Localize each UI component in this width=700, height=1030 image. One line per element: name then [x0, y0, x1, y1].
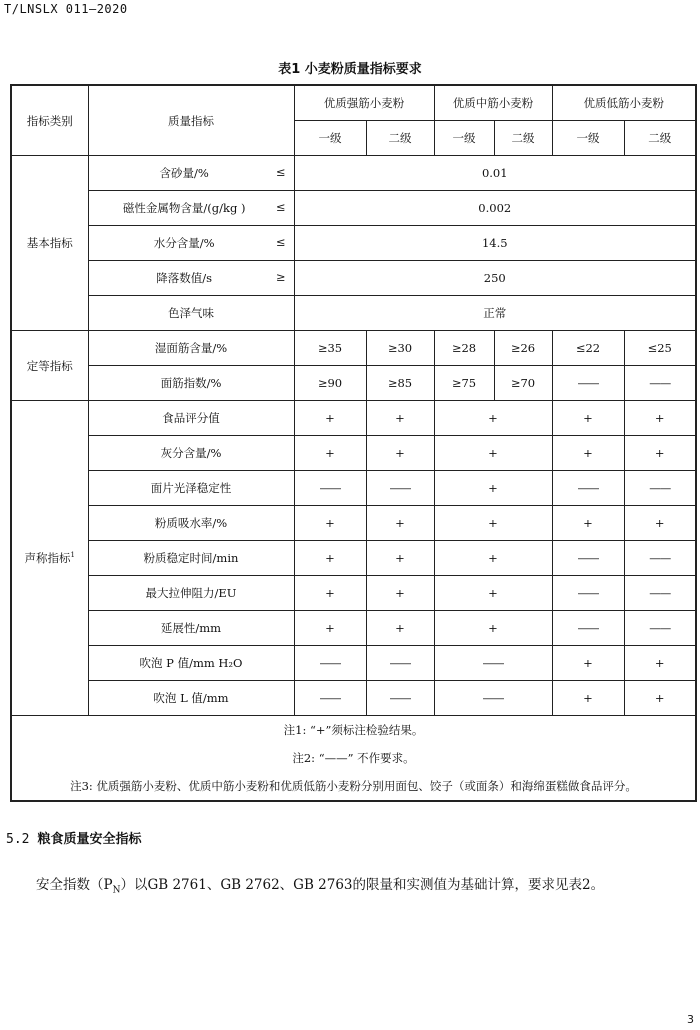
indicator-label: 含砂量/% — [159, 166, 209, 180]
indicator-label: 食品评分值 — [88, 401, 294, 436]
value-strong-2: —— — [366, 646, 434, 681]
indicator-label: 降落数值/s — [156, 271, 213, 285]
value-strong-2: + — [366, 541, 434, 576]
page-number: 3 — [687, 1013, 694, 1026]
quality-spec-table — [10, 84, 697, 802]
header-grade1: 一级 — [294, 121, 366, 156]
paragraph-text: 安全指数（P — [36, 877, 113, 893]
value-weak-2: ≤25 — [624, 331, 696, 366]
value-strong-2: ≥85 — [366, 366, 434, 401]
value-strong-2: + — [366, 436, 434, 471]
table-row — [11, 156, 696, 191]
notes-row — [11, 716, 696, 802]
value-medium: + — [434, 401, 552, 436]
value-weak-1: ≤22 — [552, 331, 624, 366]
value-medium-1: ≥28 — [434, 331, 494, 366]
table-row — [11, 541, 696, 576]
table-row — [11, 436, 696, 471]
value-strong-1: —— — [294, 471, 366, 506]
indicator-value: 0.01 — [294, 156, 696, 191]
value-strong-1: + — [294, 541, 366, 576]
value-medium: + — [434, 471, 552, 506]
value-weak-2: + — [624, 681, 696, 716]
paragraph-text: ）以GB 2761、GB 2762、GB 2763的限量和实测值为基础计算，要求见表2。 — [120, 877, 605, 893]
value-medium: —— — [434, 646, 552, 681]
indicator-label: 粉质稳定时间/min — [88, 541, 294, 576]
value-weak-2: —— — [624, 471, 696, 506]
value-medium: + — [434, 576, 552, 611]
value-weak-2: + — [624, 506, 696, 541]
indicator-label: 面筋指数/% — [88, 366, 294, 401]
indicator-label: 湿面筋含量/% — [88, 331, 294, 366]
value-strong-1: + — [294, 576, 366, 611]
footnote-marker: 1 — [70, 551, 75, 560]
value-weak-1: + — [552, 646, 624, 681]
value-weak-2: + — [624, 646, 696, 681]
value-weak-1: + — [552, 401, 624, 436]
table-row — [11, 506, 696, 541]
indicator-label: 灰分含量/% — [88, 436, 294, 471]
table-row — [11, 226, 696, 261]
value-strong-2: —— — [366, 471, 434, 506]
value-weak-1: —— — [552, 611, 624, 646]
value-strong-1: ≥90 — [294, 366, 366, 401]
note-1: 注1: “+”须标注检验结果。 — [283, 723, 424, 737]
body-paragraph — [36, 873, 604, 896]
document-id: T/LNSLX 011—2020 — [4, 2, 128, 16]
group-grading: 定等指标 — [11, 331, 88, 401]
comparison-sign: ≤ — [275, 200, 286, 214]
header-medium-flour: 优质中筋小麦粉 — [434, 85, 552, 121]
note-2: 注2: “——” 不作要求。 — [292, 751, 415, 765]
header-grade2: 二级 — [624, 121, 696, 156]
indicator-label: 粉质吸水率/% — [88, 506, 294, 541]
table-row — [11, 401, 696, 436]
value-medium: + — [434, 611, 552, 646]
section-heading — [6, 828, 142, 847]
indicator-label: 延展性/mm — [88, 611, 294, 646]
value-strong-1: + — [294, 506, 366, 541]
table-row — [11, 296, 696, 331]
value-strong-2: —— — [366, 681, 434, 716]
table-row — [11, 681, 696, 716]
value-medium: —— — [434, 681, 552, 716]
table-row — [11, 611, 696, 646]
value-weak-1: + — [552, 506, 624, 541]
header-weak-flour: 优质低筋小麦粉 — [552, 85, 696, 121]
indicator-value: 250 — [294, 261, 696, 296]
value-weak-2: —— — [624, 576, 696, 611]
value-weak-2: —— — [624, 611, 696, 646]
value-weak-2: + — [624, 401, 696, 436]
value-medium-2: ≥26 — [494, 331, 552, 366]
table-row — [11, 261, 696, 296]
value-medium-2: ≥70 — [494, 366, 552, 401]
indicator-label: 面片光泽稳定性 — [88, 471, 294, 506]
table-row — [11, 331, 696, 366]
table-row — [11, 366, 696, 401]
value-strong-2: + — [366, 611, 434, 646]
indicator-value: 0.002 — [294, 191, 696, 226]
table-row — [11, 191, 696, 226]
comparison-sign: ≤ — [275, 165, 286, 179]
header-grade1: 一级 — [552, 121, 624, 156]
table-row — [11, 576, 696, 611]
indicator-label: 水分含量/% — [153, 236, 215, 250]
indicator-label: 吹泡 P 值/mm H₂O — [88, 646, 294, 681]
value-medium: + — [434, 506, 552, 541]
note-3: 注3: 优质强筋小麦粉、优质中筋小麦粉和优质低筋小麦粉分别用面包、饺子（或面条）和海绵蛋糕做食品评分。 — [70, 779, 637, 793]
value-strong-1: ≥35 — [294, 331, 366, 366]
indicator-value: 14.5 — [294, 226, 696, 261]
indicator-label: 最大拉伸阻力/EU — [88, 576, 294, 611]
header-grade1: 一级 — [434, 121, 494, 156]
group-basic: 基本指标 — [11, 156, 88, 331]
table-row — [11, 471, 696, 506]
indicator-label: 色泽气味 — [168, 306, 214, 320]
value-medium: + — [434, 436, 552, 471]
table-row — [11, 646, 696, 681]
value-strong-1: —— — [294, 681, 366, 716]
header-quality: 质量指标 — [88, 85, 294, 156]
value-strong-2: + — [366, 401, 434, 436]
value-weak-1: + — [552, 681, 624, 716]
value-strong-2: ≥30 — [366, 331, 434, 366]
value-weak-1: —— — [552, 541, 624, 576]
indicator-value: 正常 — [294, 296, 696, 331]
indicator-label: 磁性金属物含量/(g/kg ) — [122, 201, 246, 215]
section-title: 粮食质量安全指标 — [37, 832, 142, 847]
comparison-sign: ≤ — [275, 235, 286, 249]
header-grade2: 二级 — [494, 121, 552, 156]
value-weak-2: —— — [624, 366, 696, 401]
value-strong-1: + — [294, 401, 366, 436]
value-strong-2: + — [366, 506, 434, 541]
comparison-sign: ≥ — [275, 270, 286, 284]
value-medium: + — [434, 541, 552, 576]
value-strong-1: —— — [294, 646, 366, 681]
value-strong-2: + — [366, 576, 434, 611]
value-weak-2: + — [624, 436, 696, 471]
value-strong-1: + — [294, 611, 366, 646]
section-number: 5.2 — [6, 832, 30, 847]
value-weak-1: —— — [552, 576, 624, 611]
value-weak-1: —— — [552, 366, 624, 401]
header-category: 指标类别 — [11, 85, 88, 156]
value-weak-1: —— — [552, 471, 624, 506]
header-strong-flour: 优质强筋小麦粉 — [294, 85, 434, 121]
indicator-label: 吹泡 L 值/mm — [88, 681, 294, 716]
header-grade2: 二级 — [366, 121, 434, 156]
subscript: N — [112, 885, 121, 896]
value-weak-2: —— — [624, 541, 696, 576]
table-title: 表1 小麦粉质量指标要求 — [278, 62, 422, 77]
value-medium-1: ≥75 — [434, 366, 494, 401]
value-weak-1: + — [552, 436, 624, 471]
group-declared: 声称指标 — [24, 551, 71, 565]
value-strong-1: + — [294, 436, 366, 471]
